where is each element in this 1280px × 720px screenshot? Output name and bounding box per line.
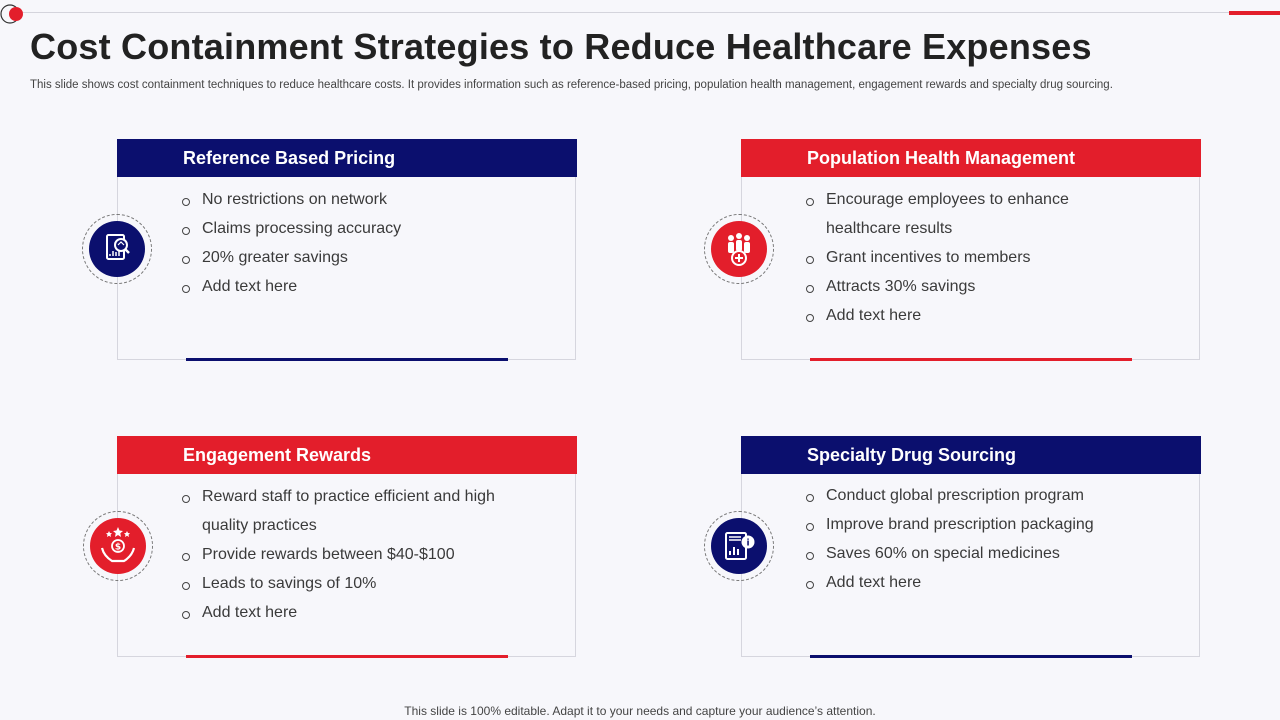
- card-bullet-list: [182, 482, 515, 627]
- list-item: Add text here: [806, 301, 1139, 330]
- card-engagement-rewards: [114, 436, 576, 657]
- card-bottom-bar: [810, 655, 1132, 658]
- card-title: Reference Based Pricing: [117, 139, 577, 177]
- population-health-icon: [704, 214, 774, 284]
- logo-icon: [0, 3, 28, 25]
- list-item: Improve brand prescription packaging: [806, 510, 1139, 539]
- list-item: Encourage employees to enhance healthcare results: [806, 185, 1139, 243]
- card-title: Specialty Drug Sourcing: [741, 436, 1201, 474]
- list-item: Add text here: [182, 272, 515, 301]
- page-title: Cost Containment Strategies to Reduce Healthcare Expenses: [30, 26, 1092, 67]
- list-item: Conduct global prescription program: [806, 481, 1139, 510]
- footer-note: This slide is 100% editable. Adapt it to your needs and capture your audience’s attention.: [404, 704, 876, 718]
- card-title: Engagement Rewards: [117, 436, 577, 474]
- page-subtitle: This slide shows cost containment techniques to reduce healthcare costs. It provides information such as reference-based pricing, population health management, engagement rewards and specialty drug sourcing.: [30, 79, 1113, 91]
- card-bottom-bar: [810, 358, 1132, 361]
- top-divider-line: [22, 12, 1280, 13]
- list-item: Add text here: [806, 568, 1139, 597]
- list-item: Add text here: [182, 598, 515, 627]
- rewards-hand-icon: [83, 511, 153, 581]
- list-item: No restrictions on network: [182, 185, 515, 214]
- card-title: Population Health Management: [741, 139, 1201, 177]
- card-bottom-bar: [186, 655, 508, 658]
- svg-text:$: $: [114, 542, 122, 553]
- list-item: Reward staff to practice efficient and high quality practices: [182, 482, 515, 540]
- list-item: 20% greater savings: [182, 243, 515, 272]
- list-item: Leads to savings of 10%: [182, 569, 515, 598]
- card-bottom-bar: [186, 358, 508, 361]
- card-specialty-drug-sourcing: [741, 436, 1200, 657]
- list-item: Provide rewards between $40-$100: [182, 540, 515, 569]
- svg-text:i: i: [746, 538, 750, 549]
- card-population-health-management: [741, 139, 1200, 360]
- list-item: Claims processing accuracy: [182, 214, 515, 243]
- list-item: Grant incentives to members: [806, 243, 1139, 272]
- card-bullet-list: [806, 185, 1139, 330]
- top-accent-bar: [1229, 11, 1280, 15]
- list-item: Saves 60% on special medicines: [806, 539, 1139, 568]
- pricing-analysis-icon: [82, 214, 152, 284]
- list-item: Attracts 30% savings: [806, 272, 1139, 301]
- drug-report-icon: [704, 511, 774, 581]
- card-bullet-list: [182, 185, 515, 301]
- card-bullet-list: [806, 481, 1139, 597]
- card-reference-based-pricing: [117, 139, 576, 360]
